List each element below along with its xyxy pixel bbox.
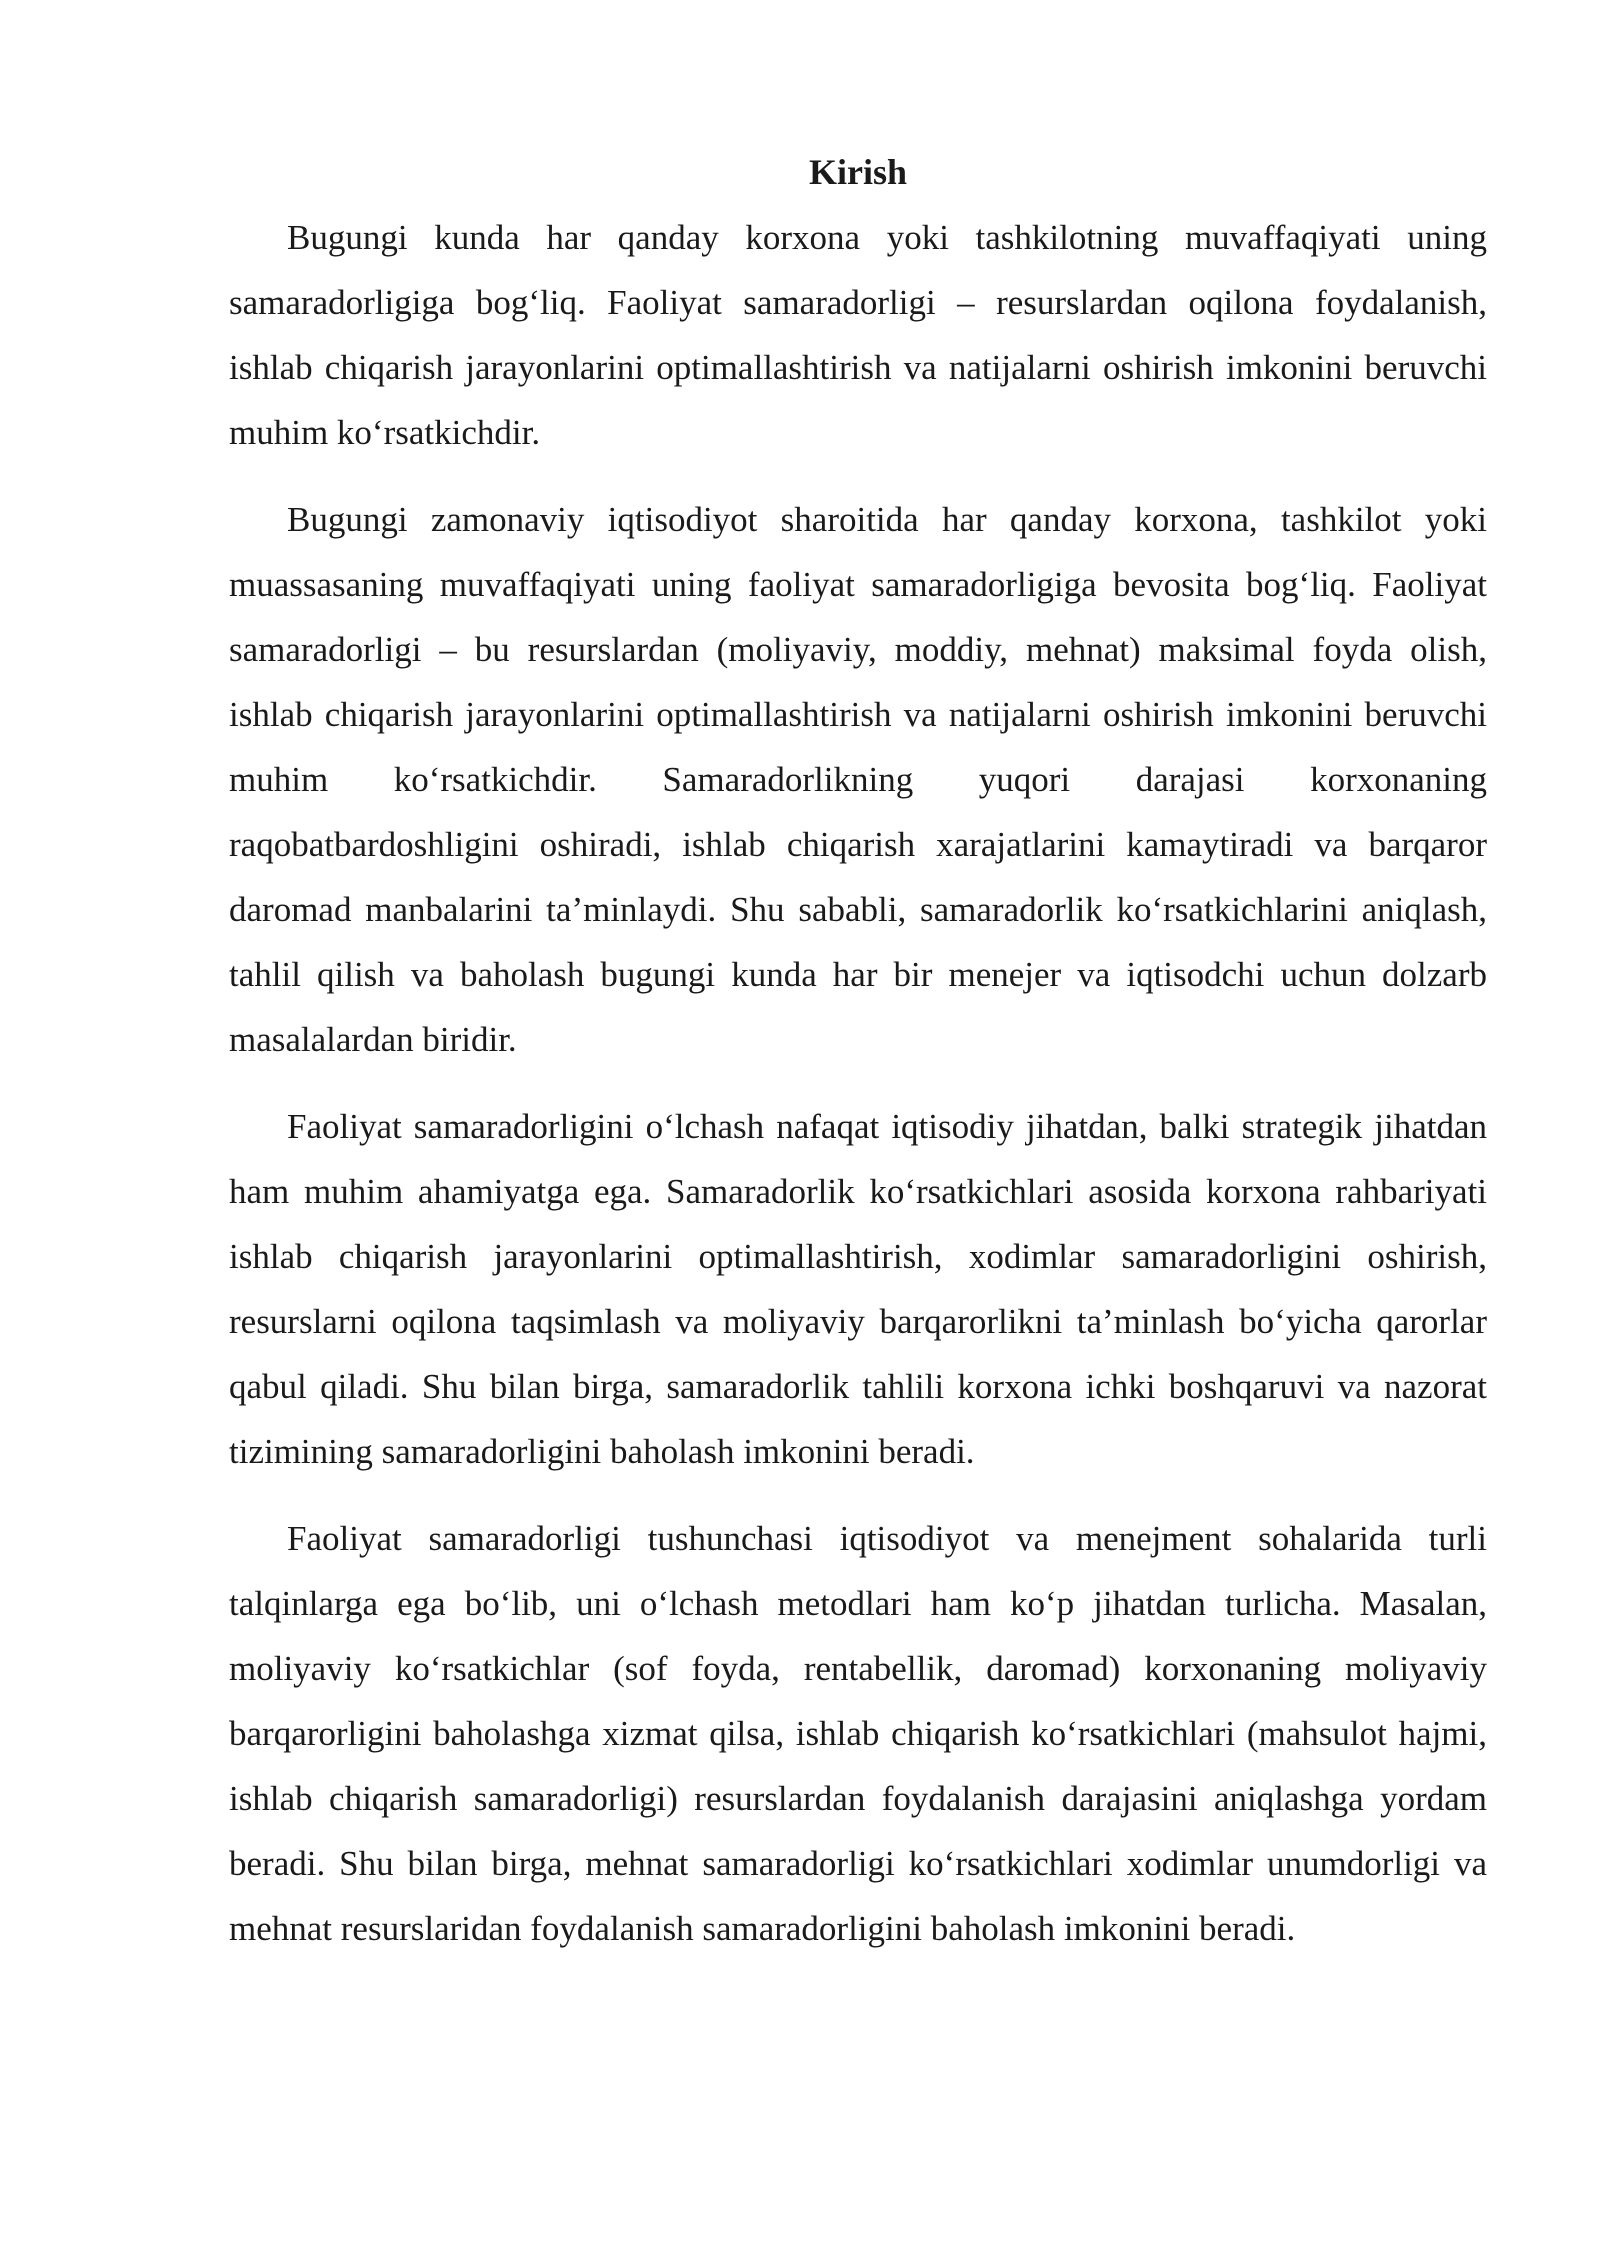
paragraph-3: Faoliyat samaradorligini o‘lchash nafaqat iqtisodiy jihatdan, balki strategik jihatdan ham muhim ahamiyatga ega. Samaradorlik ko‘rsatkichlari asosida korxona rahbariyati ishlab chiqarish jarayonlarini optimallashtirish, xodimlar samaradorligini oshirish, resurslarni oqilona taqsimlash va moliyaviy barqarorlikni ta’minlash bo‘yicha qarorlar qabul qiladi. Shu bilan birga, samaradorlik tahlili korxona ichki boshqaruvi va nazorat tizimining samaradorligini baholash imkonini beradi. <box>229 1107 1487 1471</box>
page-title: Kirish <box>808 152 907 192</box>
document-body <box>229 140 1487 1983</box>
paragraph-4: Faoliyat samaradorligi tushunchasi iqtisodiyot va menejment sohalarida turli talqinlarga ega bo‘lib, uni o‘lchash metodlari ham ko‘p jihatdan turlicha. Masalan, moliyaviy ko‘rsatkichlar (sof foyda, rentabellik, daromad) korxonaning moliyaviy barqarorligini baholashga xizmat qilsa, ishlab chiqarish ko‘rsatkichlari (mahsulot hajmi, ishlab chiqarish samaradorligi) resurslardan foydalanish darajasini aniqlashga yordam beradi. Shu bilan birga, mehnat samaradorligi ko‘rsatkichlari xodimlar unumdorligi va mehnat resurslaridan foydalanish samaradorligini baholash imkonini beradi. <box>229 1519 1487 1948</box>
paragraph-2: Bugungi zamonaviy iqtisodiyot sharoitida har qanday korxona, tashkilot yoki muassasaning muvaffaqiyati uning faoliyat samaradorligiga bevosita bog‘liq. Faoliyat samaradorligi – bu resurslardan (moliyaviy, moddiy, mehnat) maksimal foyda olish, ishlab chiqarish jarayonlarini optimallashtirish va natijalarni oshirish imkonini beruvchi muhim ko‘rsatkichdir. Samaradorlikning yuqori darajasi korxonaning raqobatbardoshligini oshiradi, ishlab chiqarish xarajatlarini kamaytiradi va barqaror daromad manbalarini ta’minlaydi. Shu sababli, samaradorlik ko‘rsatkichlarini aniqlash, tahlil qilish va baholash bugungi kunda har bir menejer va iqtisodchi uchun dolzarb masalalardan biridir. <box>229 500 1487 1059</box>
paragraph-1: Bugungi kunda har qanday korxona yoki tashkilotning muvaffaqiyati uning samaradorligiga bog‘liq. Faoliyat samaradorligi – resurslardan oqilona foydalanish, ishlab chiqarish jarayonlarini optimallashtirish va natijalarni oshirish imkonini beruvchi muhim ko‘rsatkichdir. <box>229 218 1487 452</box>
